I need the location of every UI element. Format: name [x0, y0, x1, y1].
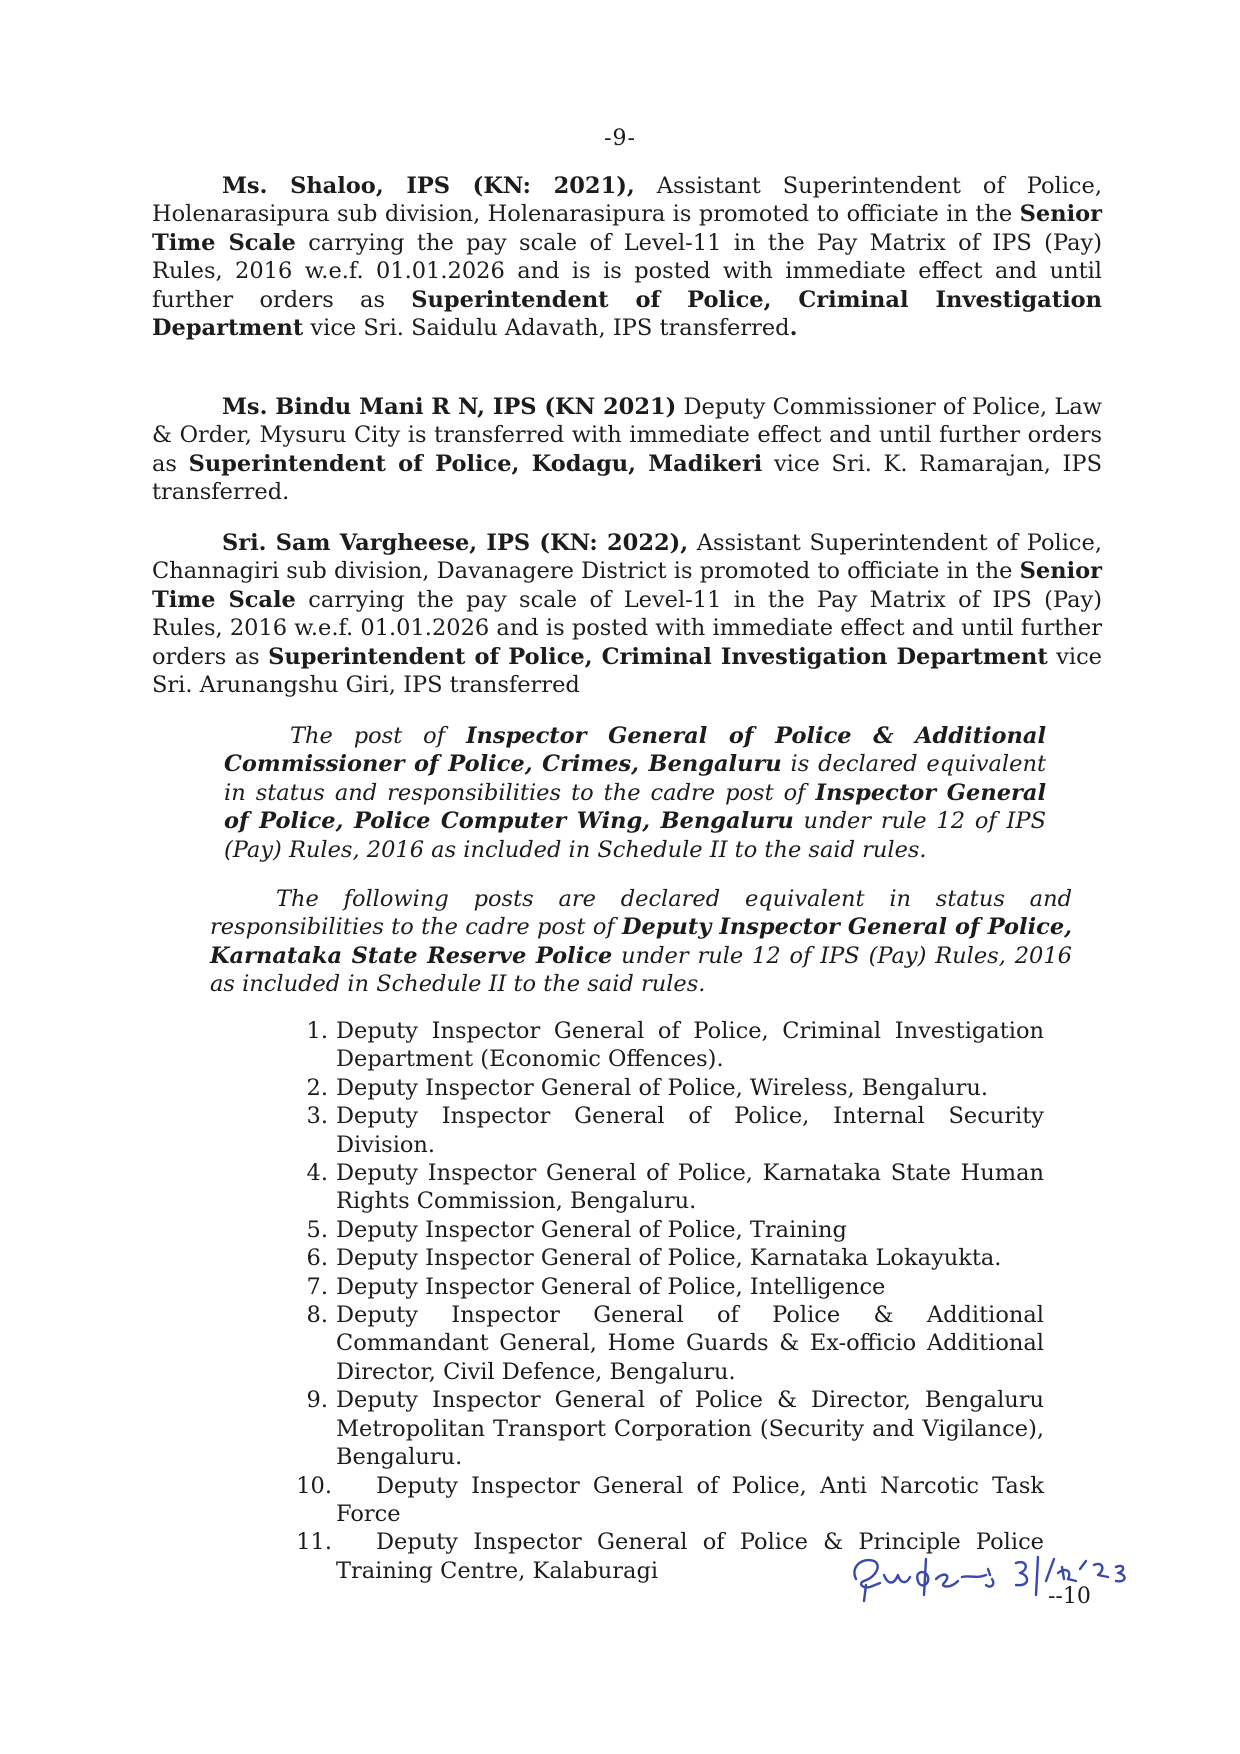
- list-item-number: 1.: [306, 1018, 328, 1044]
- next-page-marker: --10: [1048, 1584, 1091, 1609]
- list-item-number: 4.: [306, 1160, 328, 1187]
- text-segment: Assistant Superintendent of Police, Channagiri sub division, Davanagere District is promoted to officiate in the: [152, 530, 1102, 585]
- bold-text-segment: Inspector General of Police & Additional Commissioner of Police, Crimes, Bengaluru: [224, 723, 1046, 778]
- list-item: [292, 1074, 1044, 1102]
- order-paragraph-sam-vargheese: [152, 529, 1102, 699]
- list-item-text: Deputy Inspector General of Police & Additional Commandant General, Home Guards & Ex-officio Additional Director, Civil Defence, Bengaluru.: [336, 1302, 1044, 1385]
- bold-text-segment: Ms. Bindu Mani R N, IPS (KN 2021): [222, 394, 677, 420]
- list-item: [292, 1301, 1044, 1386]
- list-item-text: Deputy Inspector General of Police, Internal Security Division.: [336, 1103, 1044, 1158]
- list-item: [292, 1386, 1044, 1471]
- list-item-text: Deputy Inspector General of Police, Intelligence: [336, 1273, 886, 1300]
- list-item-text: Deputy Inspector General of Police & Director, Bengaluru Metropolitan Transport Corporation (Security and Vigilance), Bengaluru.: [336, 1387, 1044, 1471]
- list-item-number: 3.: [306, 1103, 328, 1130]
- list-item-number: 8.: [306, 1302, 328, 1329]
- list-item-text: Deputy Inspector General of Police & Principle Police Training Centre, Kalaburagi: [336, 1529, 1044, 1584]
- text-segment: under rule 12 of IPS (Pay) Rules, 2016 as included in Schedule II to the said rules.: [224, 808, 1046, 863]
- bold-text-segment: Superintendent of Police, Criminal Investigation Department: [268, 643, 1048, 670]
- handwritten-signature: [840, 1545, 1180, 1605]
- list-item-number: 9.: [306, 1387, 328, 1414]
- order-paragraph-shaloo: [152, 172, 1102, 342]
- equivalence-note-ig: [224, 722, 1046, 864]
- list-item: [292, 1102, 1044, 1159]
- list-item-text: Deputy Inspector General of Police, Wireless, Bengaluru.: [336, 1074, 989, 1101]
- list-item-text: Deputy Inspector General of Police, Karnataka Lokayukta.: [336, 1245, 1002, 1272]
- text-segment: carrying the pay scale of Level-11 in the Pay Matrix of IPS (Pay) Rules, 2016 w.e.f. 01.01.2026 and is posted with immediate effect and until further orders as: [152, 586, 1102, 670]
- list-item-number: 2.: [306, 1074, 328, 1101]
- text-segment: The following posts are declared equivalent in status and responsibilities to the cadre post of: [210, 886, 1072, 941]
- list-item: [292, 1159, 1044, 1216]
- order-paragraph-bindu-mani: [152, 393, 1102, 507]
- list-item-text: Deputy Inspector General of Police, Anti Narcotic Task Force: [336, 1472, 1044, 1527]
- text-segment: vice Sri. Arunangshu Giri, IPS transferred: [152, 643, 1102, 699]
- text-segment: Assistant Superintendent of Police, Holenarasipura sub division, Holenarasipura is promoted to officiate in the: [152, 173, 1102, 228]
- equivalence-note-dig: [210, 885, 1072, 999]
- bold-text-segment: Senior Time Scale: [152, 558, 1102, 613]
- bold-text-segment: Sri. Sam Vargheese, IPS (KN: 2022),: [222, 530, 689, 556]
- list-item-number: 11.: [296, 1529, 332, 1556]
- bold-text-segment: Superintendent of Police, Criminal Investigation Department: [152, 286, 1103, 342]
- list-item: [292, 1216, 1044, 1244]
- text-segment: carrying the pay scale of Level-11 in the Pay Matrix of IPS (Pay) Rules, 2016 w.e.f. 01.01.2026 and is is posted with immediate effect and until further orders as: [152, 229, 1102, 313]
- equivalent-posts-list: [292, 1017, 1044, 1585]
- list-item: [292, 1472, 1044, 1529]
- list-item: [292, 1244, 1044, 1272]
- bold-text-segment: .: [789, 315, 798, 342]
- text-segment: vice Sri. Saidulu Adavath, IPS transferred: [303, 315, 790, 342]
- list-item-number: 10.: [296, 1472, 332, 1499]
- text-segment: Deputy Commissioner of Police, Law & Order, Mysuru City is transferred with immediate effect and until further orders as: [152, 394, 1102, 477]
- bold-text-segment: Senior Time Scale: [152, 201, 1102, 256]
- list-item-number: 7.: [306, 1273, 328, 1300]
- bold-text-segment: Ms. Shaloo, IPS (KN: 2021),: [222, 173, 635, 199]
- page-number: -9-: [604, 126, 636, 151]
- list-item-text: Deputy Inspector General of Police, Karnataka State Human Rights Commission, Bengaluru.: [336, 1160, 1044, 1215]
- list-item: [292, 1017, 1044, 1074]
- list-item-number: 6.: [306, 1245, 328, 1272]
- text-segment: is declared equivalent in status and responsibilities to the cadre post of: [224, 751, 1046, 806]
- bold-text-segment: Superintendent of Police, Kodagu, Madikeri: [188, 450, 763, 477]
- bold-text-segment: Deputy Inspector General of Police, Karnataka State Reserve Police: [210, 914, 1072, 969]
- list-item: [292, 1273, 1044, 1301]
- text-segment: under rule 12 of IPS (Pay) Rules, 2016 as included in Schedule II to the said rules.: [210, 942, 1072, 998]
- bold-text-segment: Inspector General of Police, Police Computer Wing, Bengaluru: [224, 779, 1046, 835]
- list-item-number: 5.: [306, 1216, 328, 1243]
- list-item-text: Deputy Inspector General of Police, Criminal Investigation Department (Economic Offences).: [336, 1018, 1044, 1073]
- text-segment: vice Sri. K. Ramarajan, IPS transferred.: [152, 450, 1102, 506]
- text-segment: The post of: [290, 723, 466, 749]
- list-item-text: Deputy Inspector General of Police, Training: [336, 1216, 847, 1243]
